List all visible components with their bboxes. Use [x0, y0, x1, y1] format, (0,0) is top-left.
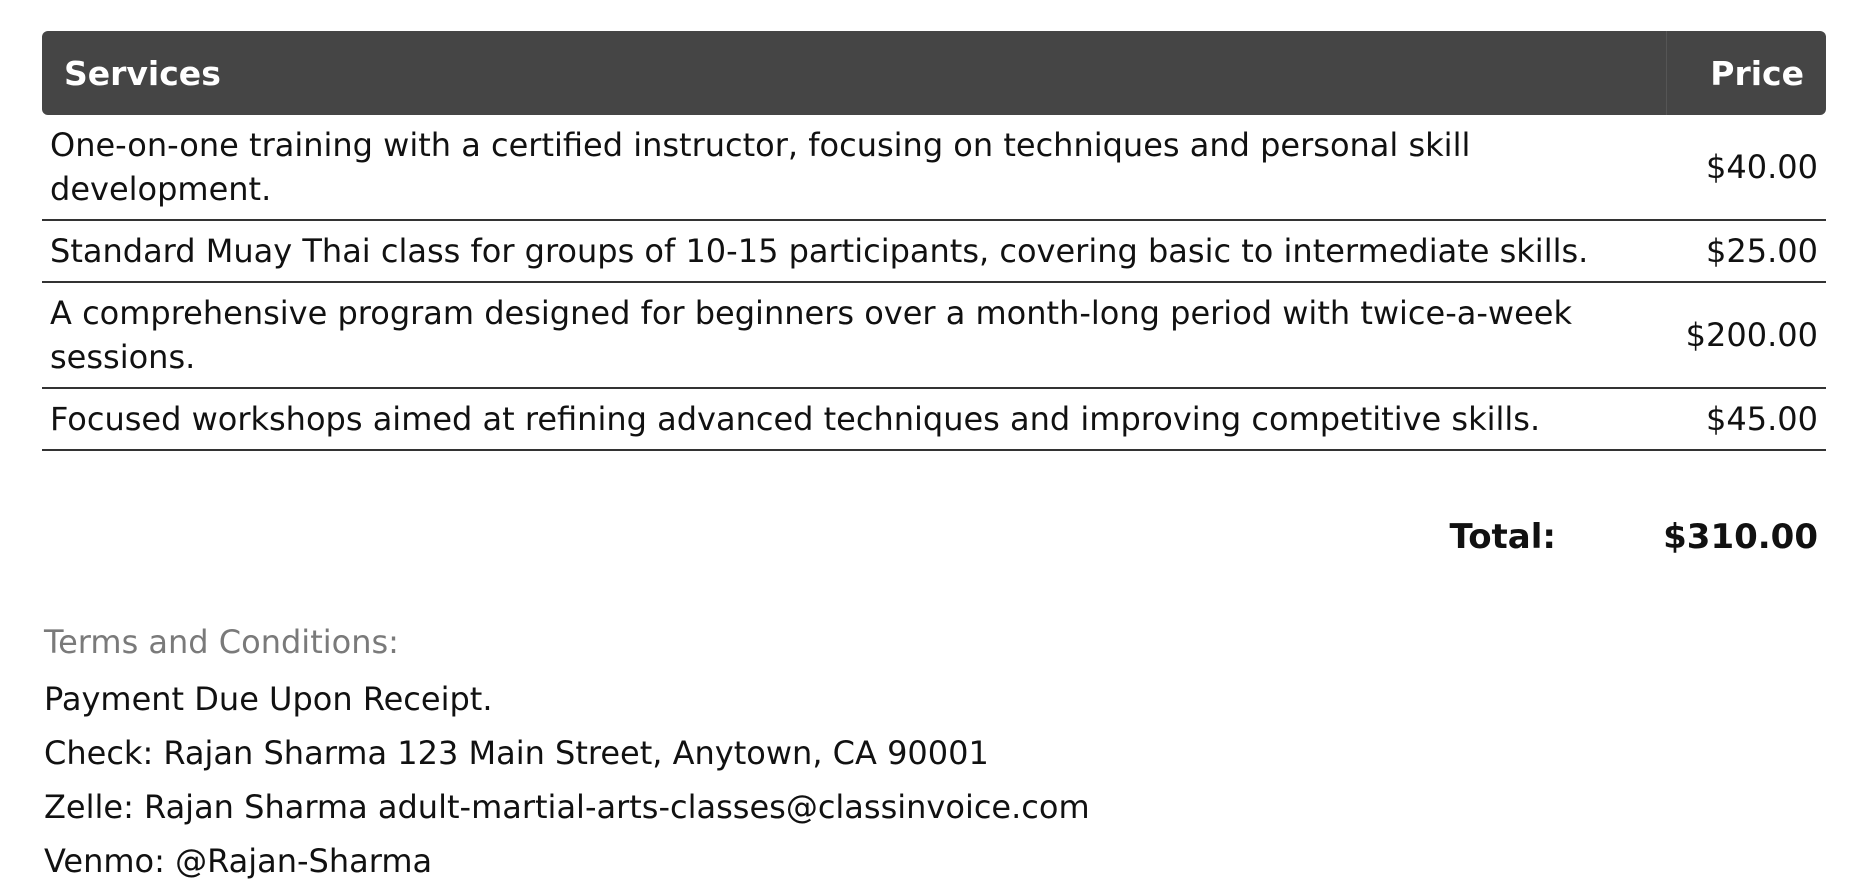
- terms-line-payment: Payment Due Upon Receipt.: [44, 680, 493, 718]
- service-description: A comprehensive program designed for beginners over a month-long period with twice-a-week sessions.: [42, 282, 1666, 388]
- terms-title: Terms and Conditions:: [44, 623, 399, 661]
- total-label: Total:: [1449, 517, 1556, 557]
- terms-section: [44, 616, 1090, 888]
- total-value: $310.00: [1663, 517, 1818, 557]
- price-column-header: Price: [1666, 31, 1826, 115]
- terms-line-venmo: Venmo: @Rajan-Sharma: [44, 842, 433, 880]
- service-price: $200.00: [1666, 282, 1826, 388]
- table-row: [42, 220, 1826, 282]
- services-column-header: Services: [42, 31, 1666, 115]
- table-row: [42, 282, 1826, 388]
- service-description: Focused workshops aimed at refining advanced techniques and improving competitive skills.: [42, 388, 1666, 450]
- table-row: [42, 388, 1826, 450]
- services-table: [42, 31, 1826, 451]
- service-price: $45.00: [1666, 388, 1826, 450]
- table-header: [42, 31, 1826, 115]
- total-row: [42, 511, 1818, 567]
- service-description: One-on-one training with a certified instructor, focusing on techniques and personal skill development.: [42, 115, 1666, 220]
- table-row: [42, 115, 1826, 220]
- service-price: $25.00: [1666, 220, 1826, 282]
- terms-line-check: Check: Rajan Sharma 123 Main Street, Anytown, CA 90001: [44, 734, 989, 772]
- terms-line-zelle: Zelle: Rajan Sharma adult-martial-arts-classes@classinvoice.com: [44, 788, 1090, 826]
- service-price: $40.00: [1666, 115, 1826, 220]
- service-description: Standard Muay Thai class for groups of 10-15 participants, covering basic to intermediate skills.: [42, 220, 1666, 282]
